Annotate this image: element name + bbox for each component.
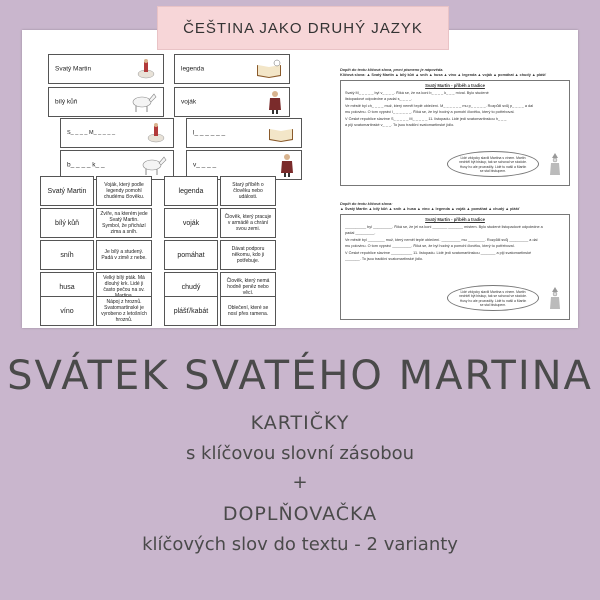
page-title: SVÁTEK SVATÉHO MARTINA: [7, 353, 593, 399]
white-horse-icon: [129, 91, 157, 113]
vocab-word: bílý kůň: [40, 208, 94, 238]
subtitle-variants: klíčových slov do textu - 2 varianty: [142, 534, 458, 555]
card-svaty-martin: [48, 54, 164, 84]
vocab-word: sníh: [40, 240, 94, 270]
vocab-definition: Nápoj z hroznů. Svatomartinské je vyrobeno z letošních hroznů.: [96, 296, 152, 326]
ws-instructions: Doplň do textu klíčová slova:: [340, 202, 393, 206]
vocab-word: Svatý Martin: [40, 176, 94, 206]
vocab-definition: Člověk, který pracuje v armádě a chrání svou zemi.: [220, 208, 276, 238]
white-horse-icon: [139, 154, 167, 176]
ws-text-box: [340, 214, 570, 320]
vocab-definition: Člověk, který nemá hodně peněz nebo věcí.: [220, 272, 276, 302]
subtitle-cards: KARTIČKY: [250, 412, 350, 434]
bishop-figure-icon: [549, 153, 561, 175]
card-label: bílý kůň: [55, 98, 78, 106]
vocab-definition: Starý příběh o člověku nebo události.: [220, 176, 276, 206]
ws-word-bank: Klíčová slova: ▲ Svatý Martin ▲ bílý kůň ▲ sníh ▲ husa ▲ víno ▲ legenda ▲ voják ▲ pomáhat ▲ chudý ▲ plášť: [340, 73, 547, 77]
card-label: S_ _ _ _ M_ _ _ _ _: [67, 130, 116, 136]
ws-line: padal _________.: [345, 231, 376, 235]
ws-line: Ve městě byl ch_ _ _ _ muž, který neměl teplé oblečení. M_ _ _ _ _ _ mu p_ _ _ _ _. Rozpůlil svůj p_ _ _ _ a dal: [345, 103, 534, 108]
ws-line: a pijí svatomartinské v_ _ _. To jsou tradiční svatomartinské jídlo.: [345, 123, 455, 127]
subtitle-vocabulary: s klíčovou slovní zásobou: [185, 443, 415, 464]
ws-line: _______. To jsou tradiční svatomartinské jídlo.: [345, 257, 424, 261]
ws-line: Svatý M_ _ _ _ _ byl v_ _ _ _. Říká se, že na koni b_ _ _ _ k_ _ _ míval. Bylo studené: [345, 90, 489, 95]
worksheet-variant-2: [340, 202, 570, 320]
ws-instructions: Doplň do textu klíčová slova, první písmeno je nápověda.: [340, 68, 444, 72]
card-label: l_ _ _ _ _ _: [193, 129, 226, 137]
vocab-definition: Zvíře, na kterém jede Svatý Martin. Symbol, že přichází zima a sníh.: [96, 208, 152, 238]
soldier-icon: [267, 90, 283, 114]
ws-line: __________ byl _________. Říká se, že jel na koni _______ _______ místem. Bylo studené listopadové odpoledne a: [345, 224, 543, 229]
card-label: legenda: [181, 65, 205, 73]
card-label: v_ _ _ _: [193, 161, 217, 169]
ws-speech-bubble: Lidé vždycky slavili Martina s vínem. Martin nechtěl být biskup, tak se schoval ve stodole. Husy ho ale prozradily. Lidé tu našli a Martin se stal biskupem.: [447, 285, 539, 311]
ws-text-box: [340, 80, 570, 186]
book-icon: [267, 123, 295, 143]
card-vojak: [174, 87, 290, 117]
vocab-definition: Velký bílý pták. Má dlouhý krk. Lidé ji často pečou na sv.: [96, 272, 152, 302]
ws-line: mu polovinu. O tom vypráví _________. Říká se, že byl hodný a pomohl člověku, který to potřeboval.: [345, 244, 515, 248]
book-icon: [255, 59, 283, 79]
vocab-word: chudý: [164, 272, 218, 302]
vocab-definition: Dávat podporu někomu, kdo ji potřebuje.: [220, 240, 276, 270]
worksheet-variant-1: [340, 68, 570, 186]
subtitle-plus: +: [292, 472, 308, 493]
vocab-word: plášť/kabát: [164, 296, 218, 326]
subtitle-fill-in: DOPLŇOVAČKA: [222, 503, 378, 525]
worksheet-preview: [22, 30, 578, 328]
ws-title: Svatý Martin - příběh a tradice: [425, 217, 485, 222]
bishop-figure-icon: [549, 287, 561, 309]
vocab-definition: Je bílý a studený. Padá v zimě z nebe.: [96, 240, 152, 270]
vocab-definition: Voják, který podle legendy pomohl chudému člověku.: [96, 176, 152, 206]
category-banner: ČEŠTINA JAKO DRUHÝ JAZYK: [157, 6, 449, 50]
vocab-word: husa: [40, 272, 94, 302]
ws-speech-bubble: Lidé vždycky slavili Martina s vínem. Martin nechtěl být biskup, tak se schoval ve stodole. Husy ho ale prozradily. Lidé tu našli a Martin se stal biskupem.: [447, 151, 539, 177]
vocab-word: legenda: [164, 176, 218, 206]
card-label: voják: [181, 98, 197, 106]
saint-martin-icon: [145, 121, 167, 145]
card-label: b_ _ _ _ k_ _: [67, 161, 105, 169]
ws-line: Ve městě byl ________ muž, který neměl teplé oblečení. _________ mu ________. Rozpůlil svůj _________ a dal: [345, 237, 538, 242]
ws-line: listopadové odpoledne a padal s_ _ _ _.: [345, 97, 413, 101]
ws-line: V České republice slavíme S_ _ _ _ _ M_ _ _ _ _ 11. listopadu. Lidé jedí svatomartinskou h_ _ _: [345, 116, 507, 121]
card-legenda: [174, 54, 290, 84]
saint-martin-icon: [135, 57, 157, 81]
vocab-word: voják: [164, 208, 218, 238]
ws-title: Svatý Martin - příběh a tradice: [425, 83, 485, 88]
ws-line: V České republice slavíme __________ 11. listopadu. Lidé jedí svatomartinskou _______ a pijí svatomartinské: [345, 250, 532, 255]
card-blank-legenda: [186, 118, 302, 148]
card-label: Svatý Martin: [55, 65, 92, 73]
vocab-definition: Oblečení, které se nosí přes ramena.: [220, 296, 276, 326]
vocab-word: pomáhat: [164, 240, 218, 270]
ws-word-bank: ▲ Svatý Martin ▲ bílý kůň ▲ sníh ▲ husa ▲ víno ▲ legenda ▲ voják ▲ pomáhat ▲ chudý ▲ plášť: [340, 207, 520, 211]
soldier-icon: [279, 153, 295, 177]
card-bily-kun: [48, 87, 164, 117]
vocab-word: víno: [40, 296, 94, 326]
ws-line: mu polovinu. O tom vypráví l_ _ _ _ _ _. Říká se, že byl hodný a pomohl člověku, který to potřeboval.: [345, 110, 515, 114]
card-blank-svaty-martin: [60, 118, 174, 148]
